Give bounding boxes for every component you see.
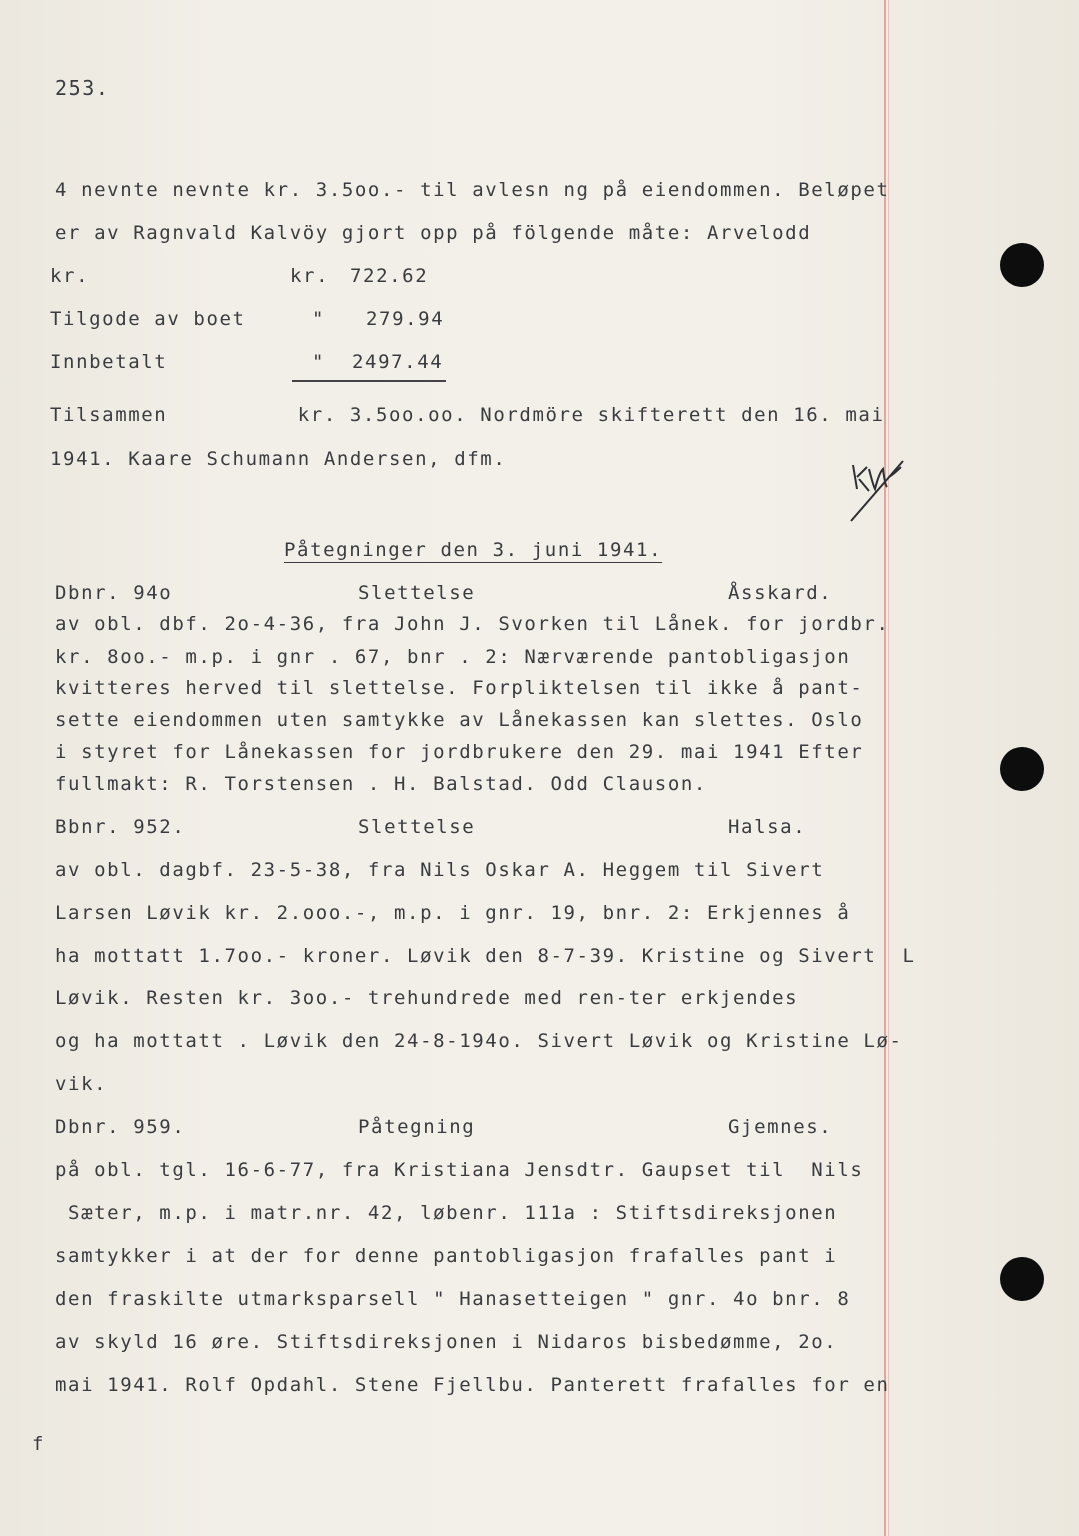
entry-line: kvitteres herved til slettelse. Forpliktelsen til ikke å pant- xyxy=(55,677,864,699)
intro-line: 4 nevnte nevnte kr. 3.5oo.- til avlesn ng på eiendommen. Beløpet xyxy=(55,179,890,201)
entry-line: den fraskilte utmarksparsell " Hanasetteigen " gnr. 4o bnr. 8 xyxy=(55,1288,851,1310)
ledger-label: Tilgode av boet xyxy=(50,308,246,330)
footer-mark: f xyxy=(32,1433,46,1455)
total-line: Tilsammen kr. 3.5oo.oo. Nordmöre skifterett den 16. mai xyxy=(50,404,885,426)
entry-line: fullmakt: R. Torstensen . H. Balstad. Odd Clauson. xyxy=(55,773,707,795)
signature-mark xyxy=(845,455,915,535)
entry-type: Slettelse xyxy=(358,582,476,604)
ledger-prefix: " xyxy=(312,308,326,330)
red-margin-line xyxy=(884,0,886,1536)
ledger-amount: 2497.44 xyxy=(352,351,444,373)
entry-number: Dbnr. 94o xyxy=(55,582,173,604)
ledger-amount: 279.94 xyxy=(366,308,445,330)
entry-place: Åsskard. xyxy=(728,582,833,604)
entry-place: Gjemnes. xyxy=(728,1116,833,1138)
ledger-label: kr. xyxy=(50,265,90,287)
entry-type: Påtegning xyxy=(358,1116,476,1138)
intro-line: er av Ragnvald Kalvöy gjort opp på fölgende måte: Arvelodd xyxy=(55,222,812,244)
entry-line: ha mottatt 1.7oo.- kroner. Løvik den 8-7-39. Kristine og Sivert L xyxy=(55,945,916,967)
entry-type: Slettelse xyxy=(358,816,476,838)
red-margin-line-shadow xyxy=(888,0,889,1536)
entry-number: Dbnr. 959. xyxy=(55,1116,186,1138)
binder-hole xyxy=(1000,243,1044,287)
binder-hole xyxy=(1000,747,1044,791)
entry-line: av obl. dagbf. 23-5-38, fra Nils Oskar A. Heggem til Sivert xyxy=(55,859,825,881)
entry-line: Løvik. Resten kr. 3oo.- trehundrede med ren-ter erkjendes xyxy=(55,987,799,1009)
binder-hole xyxy=(1000,1257,1044,1301)
entry-line: sette eiendommen uten samtykke av Lånekassen kan slettes. Oslo xyxy=(55,709,864,731)
closing-line: 1941. Kaare Schumann Andersen, dfm. xyxy=(50,448,507,470)
entry-line: på obl. tgl. 16-6-77, fra Kristiana Jensdtr. Gaupset til Nils xyxy=(55,1159,864,1181)
section-heading: Påtegninger den 3. juni 1941. xyxy=(284,539,663,561)
ledger-label: Innbetalt xyxy=(50,351,168,373)
entry-line: Larsen Løvik kr. 2.ooo.-, m.p. i gnr. 19, bnr. 2: Erkjennes å xyxy=(55,902,851,924)
entry-line: i styret for Lånekassen for jordbrukere den 29. mai 1941 Efter xyxy=(55,741,864,763)
entry-place: Halsa. xyxy=(728,816,807,838)
entry-line: av obl. dbf. 2o-4-36, fra John J. Svorken til Lånek. for jordbr. xyxy=(55,613,890,635)
entry-line: mai 1941. Rolf Opdahl. Stene Fjellbu. Panterett frafalles for en xyxy=(55,1374,890,1396)
entry-line: og ha mottatt . Løvik den 24-8-194o. Sivert Løvik og Kristine Lø- xyxy=(55,1030,903,1052)
entry-line: vik. xyxy=(55,1073,108,1095)
ledger-prefix: " xyxy=(312,351,326,373)
page-number: 253. xyxy=(55,76,110,100)
entry-line: av skyld 16 øre. Stiftsdireksjonen i Nidaros bisbedømme, 2o. xyxy=(55,1331,838,1353)
sum-rule xyxy=(292,380,446,382)
entry-line: Sæter, m.p. i matr.nr. 42, løbenr. 111a : Stiftsdireksjonen xyxy=(55,1202,838,1224)
ledger-prefix: kr. xyxy=(290,265,330,287)
entry-number: Bbnr. 952. xyxy=(55,816,186,838)
entry-line: samtykker i at der for denne pantobligasjon frafalles pant i xyxy=(55,1245,838,1267)
ledger-amount: 722.62 xyxy=(350,265,429,287)
entry-line: kr. 8oo.- m.p. i gnr . 67, bnr . 2: Nærværende pantobligasjon xyxy=(55,646,851,668)
